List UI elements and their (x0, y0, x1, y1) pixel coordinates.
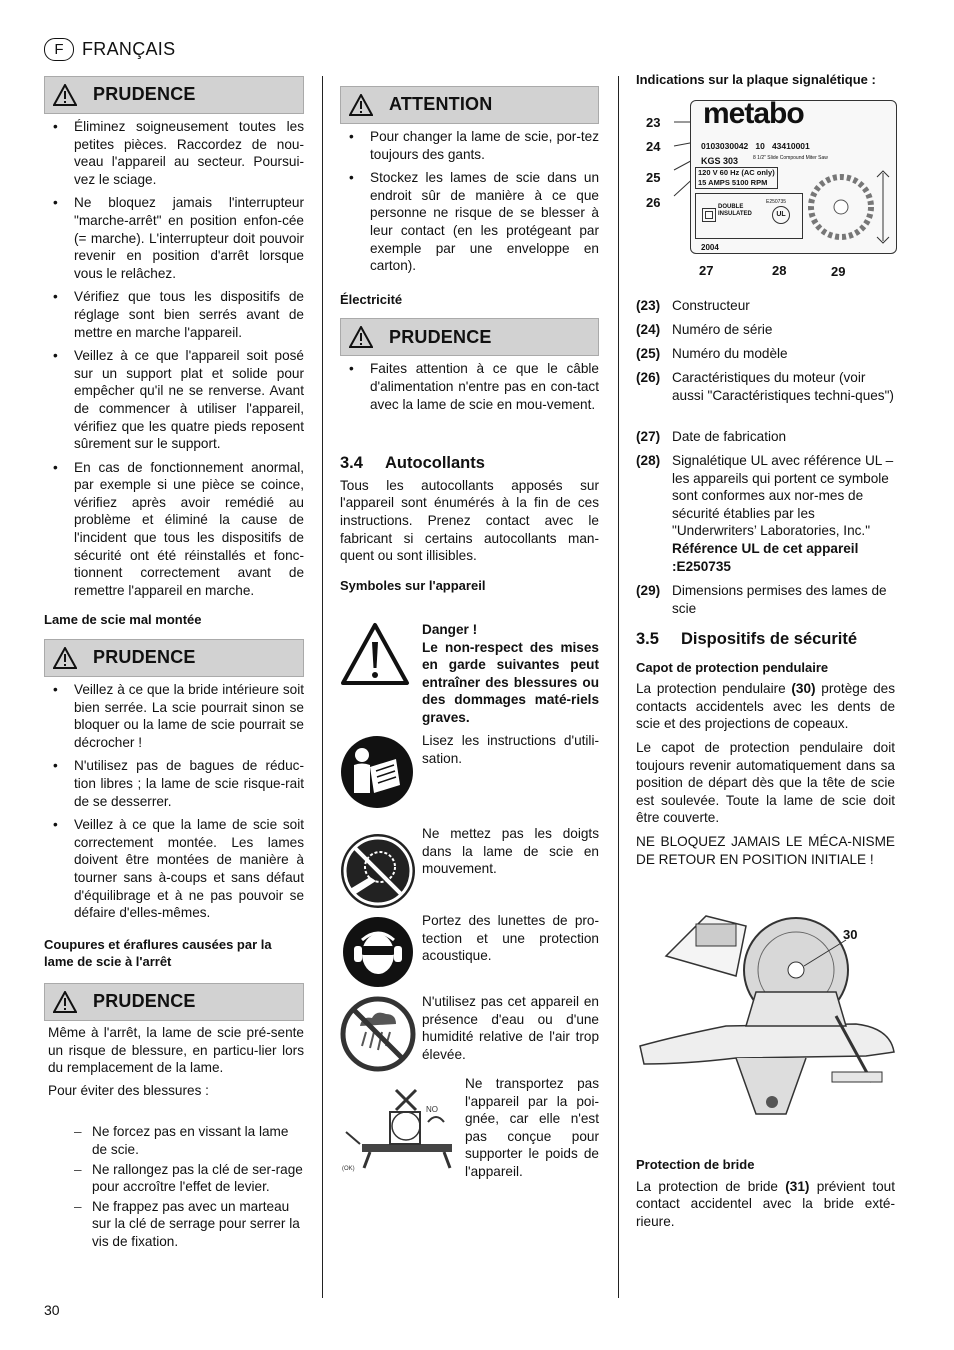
prudence-title: PRUDENCE (93, 647, 196, 668)
language-header (44, 38, 175, 61)
plate-ul-mark: UL (772, 206, 790, 224)
legend-text: Numéro de série (672, 322, 773, 337)
subheading: Coupures et éraflures causées par la lame de scie à l'arrêt (44, 936, 272, 970)
legend-text: Caractéristiques du moteur (voir aussi "Caractéristiques techni-ques") (672, 370, 894, 403)
legend-number: (29) (636, 583, 661, 598)
legend-number: (27) (636, 429, 661, 444)
language-name: FRANÇAIS (82, 38, 176, 59)
symbol-text: Portez des lunettes de pro-tection et une protection acoustique. (422, 913, 599, 964)
symbol-text: Ne mettez pas les doigts dans la lame de scie en mouvement. (422, 826, 599, 877)
bullet-list (44, 118, 304, 599)
saw-blade-icon (803, 167, 893, 249)
subheading: Lame de scie mal montée (44, 612, 202, 628)
legend-text: Signalétique UL avec référence UL – les appareils qui portent ce symbole sont conformes aux nor-mes de sécurité établies par les "Underwriters’ Laboratories, Inc." (672, 453, 894, 539)
plate-volt: 120 V 60 Hz (AC only) (698, 168, 775, 177)
goggles-ear-protection-icon (340, 916, 416, 988)
list-item: – Ne frappez pas avec un marteau sur la clé de serrage pour serrer la vis de fixation. (44, 1198, 304, 1251)
prudence-title: PRUDENCE (93, 991, 196, 1012)
callout-26: 26 (646, 195, 661, 210)
legend-item (636, 369, 898, 404)
plate-desc: 8 1/2" Slide Compound Miter Saw (753, 155, 828, 161)
bullet-list (44, 681, 304, 922)
paragraph-text: prévient tout contact accidentel avec la bride exté-rieure. (636, 1178, 895, 1229)
callout-24: 24 (646, 139, 661, 154)
callout-28: 28 (772, 263, 787, 278)
plate-brand: metabo (703, 97, 804, 130)
no-water-icon (340, 996, 416, 1072)
subheading: Symboles sur l'appareil (340, 577, 486, 593)
plate-model: KGS 303 (701, 156, 739, 166)
legend-item (636, 321, 898, 339)
list-item: • Vérifiez que tous les dispositifs de réglage sont bien serrés avant de mettre en marche l'appareil. (44, 288, 304, 341)
warning-icon (53, 647, 77, 669)
legend-text: Numéro du modèle (672, 346, 788, 361)
list-item: – Ne rallongez pas la clé de ser-rage pour accroître l'effet de levier. (44, 1161, 304, 1196)
no-fingers-icon (340, 833, 416, 909)
reference-number: (30) (791, 681, 816, 697)
right-column-text (636, 631, 895, 868)
danger-title: Danger ! (422, 622, 478, 637)
legend-item (636, 297, 898, 315)
list-item: – Ne forcez pas en vissant la lame de scie. (44, 1123, 304, 1158)
prudence-box (44, 639, 304, 677)
plate-ul-box (695, 193, 803, 239)
callout-25: 25 (646, 170, 661, 185)
language-code: F (44, 38, 74, 61)
page-number: 30 (44, 1302, 60, 1318)
bullet-list (340, 360, 599, 413)
plate-year: 2004 (701, 243, 719, 252)
transport-no-label: NO (426, 1105, 438, 1114)
middle-column (340, 86, 599, 594)
list-item: • Veillez à ce que la bride intérieure soit bien serrée. La scie pourrait sinon se bloquer ou la lame de scie pourrait se décrocher ! (44, 681, 304, 751)
legend-text: Dimensions permises des lames de scie (672, 583, 887, 616)
attention-box (340, 86, 599, 124)
paragraph: Pour éviter des blessures : (48, 1082, 209, 1098)
danger-warning (422, 621, 599, 727)
callout-27: 27 (699, 263, 714, 278)
right-column-bottom (636, 1156, 895, 1230)
transport-ok-label: (OK) (342, 1166, 355, 1172)
danger-triangle-icon (340, 622, 410, 686)
symbol-text: Lisez les instructions d'utili-sation. (422, 733, 599, 766)
list-item: • N'utilisez pas de bagues de réduc-tion libres ; la lame de scie risque-rait de se desserrer. (44, 757, 304, 810)
legend-text: Date de fabrication (672, 429, 787, 444)
plate-double-insulated (718, 204, 752, 218)
list-item: • Ne bloquez jamais l'interrupteur "marche-arrêt" en position enfon-cée (= marche). L'interrupteur doit pouvoir revenir en position d'arrêt lorsque vous le relâchez. (44, 194, 304, 282)
plate-code2: 43410001 (771, 141, 810, 151)
subheading: Protection de bride (636, 1157, 755, 1172)
subheading: Électricité (340, 291, 403, 307)
rating-plate (690, 97, 897, 254)
list-item: • Stockez les lames de scie dans un endroit sûr de manière à ce que personne ne risque de se blesser à leur contact (en les protégeant par exemple par une enveloppe en carton). (340, 169, 599, 275)
plate-double: DOUBLE (718, 204, 744, 210)
paragraph-text: La protection de bride (636, 1178, 786, 1194)
callout-29: 29 (831, 264, 846, 279)
plate-serial: 0103030042 (701, 141, 749, 151)
plate-motor-box (695, 167, 778, 189)
paragraph-text: La protection pendulaire (636, 681, 792, 697)
left-column (44, 76, 304, 1252)
danger-text: Le non-respect des mises en garde suivantes peut entraîner des blessures ou des dommages maté-riels graves. (422, 639, 599, 725)
legend-number: (24) (636, 322, 661, 337)
prudence-box (340, 318, 599, 356)
legend-item (636, 428, 898, 446)
paragraph: Tous les autocollants apposés sur l'appareil sont énumérés à la fin de ces instructions. Prenez contact avec le fabricant si certains autocollants man-quent ou sont illisibles. (340, 477, 599, 564)
section-heading (636, 631, 895, 649)
paragraph (636, 680, 895, 733)
legend-item (636, 345, 898, 363)
warning-icon (349, 94, 373, 116)
legend-text: Constructeur (672, 298, 750, 313)
section-number: 3.4 (340, 454, 363, 473)
warning-icon (53, 991, 77, 1013)
legend-number: (28) (636, 453, 661, 468)
list-item: • Pour changer la lame de scie, por-tez toujours des gants. (340, 128, 599, 163)
column-divider (322, 76, 323, 1298)
paragraph: NE BLOQUEZ JAMAIS LE MÉCA-NISME DE RETOUR EN POSITION INITIALE ! (636, 833, 895, 867)
legend-ul-reference: Référence UL de cet appareil :E250735 (672, 540, 859, 574)
symbol-text: N'utilisez pas cet appareil en présence d'eau ou d'une humidité relative de l'air trop élevée. (422, 994, 599, 1062)
plate-serial-row (701, 141, 891, 151)
section-heading (340, 455, 599, 473)
attention-title: ATTENTION (389, 94, 493, 115)
section-title: Autocollants (385, 454, 485, 473)
list-item: • Éliminez soigneusement toutes les petites pièces. Raccordez de nou-veau l'appareil au secteur. Poursui-vez le sciage. (44, 118, 304, 188)
warning-icon (53, 84, 77, 106)
paragraph-text: protège des contacts accidentels avec les dents de scie et des projections de copeaux. (636, 681, 896, 732)
symbol-text: Ne transportez pas l'appareil par la poi-gnée, car elle n'est pas conçue pour supporter le poids de l'appareil. (465, 1076, 599, 1179)
prudence-box (44, 76, 304, 114)
prudence-title: PRUDENCE (389, 326, 492, 347)
column-divider (618, 76, 619, 1298)
list-item: • Veillez à ce que la lame de scie soit correctement montée. Les lames doivent être montées de manière à tourner sans à-coups et sans défaut d'équilibrage et à ne pas pouvoir se défaire d'elles-mêmes. (44, 816, 304, 922)
paragraph: Même à l'arrêt, la lame de scie pré-sente un risque de blessure, en particu-lier lors du remplacement de la lame. (48, 1024, 304, 1076)
list-item: • Faites attention à ce que le câble d'alimentation n'entre pas en con-tact avec la lame de scie en mou-vement. (340, 360, 599, 413)
prudence-title: PRUDENCE (93, 84, 196, 105)
transport-handle-icon (340, 1082, 460, 1178)
plate-insulated: INSULATED (718, 211, 752, 217)
plate-amps: 15 AMPS 5100 RPM (698, 178, 768, 187)
legend-number: (25) (636, 346, 661, 361)
section-number: 3.5 (636, 630, 659, 648)
plate-heading: Indications sur la plaque signalétique : (636, 72, 876, 87)
legend-number: (23) (636, 298, 661, 313)
double-insulated-icon (702, 208, 716, 222)
list-item: • En cas de fonctionnement anormal, par exemple si une pièce se coince, vérifiez après avoir remédié au problème et éliminé la cause de l'incident que tous les dispositifs de sécurité ont été réinstallés et fonc-tionnent correctement avant de remettre l'appareil en marche. (44, 459, 304, 600)
reference-number: (31) (785, 1178, 810, 1194)
warning-icon (349, 326, 373, 348)
prudence-box (44, 983, 304, 1021)
callout-30: 30 (843, 927, 858, 942)
legend-number: (26) (636, 370, 661, 385)
list-item: • Veillez à ce que l'appareil soit posé sur un support plat et solide pour empêcher qu'il ne se renverse. Avant de commencer à utiliser l'appareil, vérifiez que les quatre pieds reposent sûrement sur le support. (44, 347, 304, 453)
plate-ul-ref: E250735 (766, 199, 787, 205)
paragraph (636, 1178, 895, 1231)
bullet-list (340, 128, 599, 275)
read-manual-icon (340, 735, 414, 809)
callout-23: 23 (646, 115, 661, 130)
dash-list (44, 1123, 304, 1250)
paragraph: Le capot de protection pendulaire doit toujours revenir automatiquement dans sa position de départ dès que la tête de scie est soulevée. Toute la lame de scie doit être couverte. (636, 739, 895, 826)
legend-item (636, 582, 898, 617)
plate-code1: 10 (755, 141, 765, 151)
subheading: Capot de protection pendulaire (636, 659, 829, 675)
legend-item (636, 452, 898, 575)
section-title: Dispositifs de sécurité (681, 630, 858, 648)
